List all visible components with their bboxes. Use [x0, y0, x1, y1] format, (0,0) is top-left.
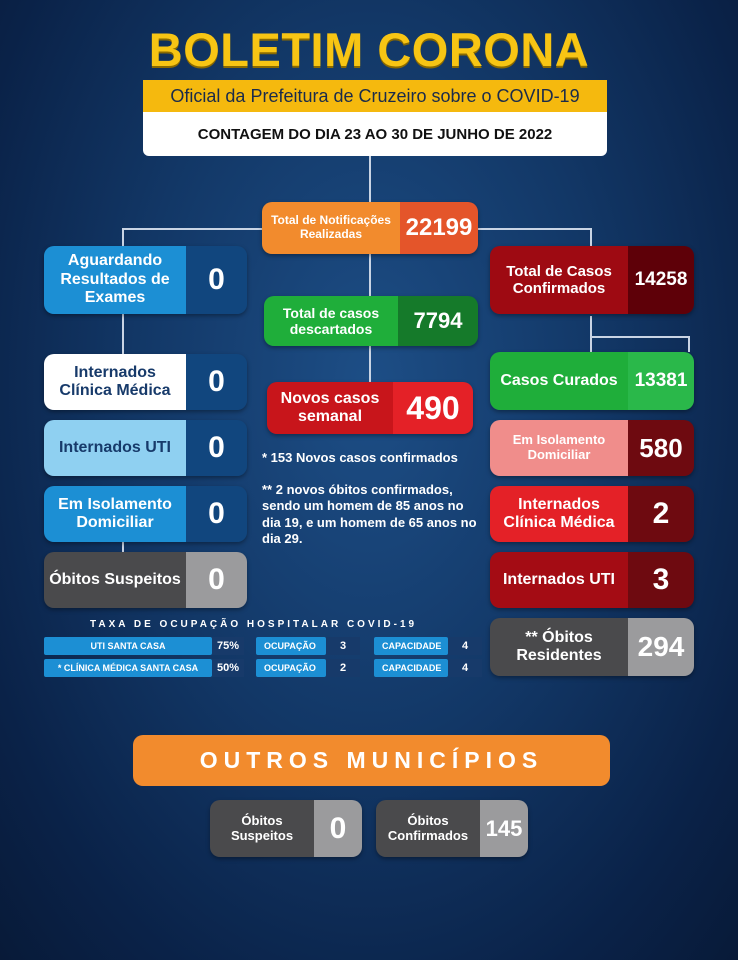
taxa-row — [44, 637, 484, 677]
page-subtitle: Oficial da Prefeitura de Cruzeiro sobre o COVID-19 — [143, 80, 607, 112]
connector-line — [122, 228, 270, 230]
isolamento-right-card — [490, 420, 694, 476]
outros-confirmados-value: 145 — [480, 800, 528, 857]
internados-uti-left-value: 0 — [186, 420, 247, 476]
obitos-residentes-value: 294 — [628, 618, 694, 676]
isolamento-right-label: Em Isolamento Domiciliar — [490, 420, 628, 476]
date-range: CONTAGEM DO DIA 23 AO 30 DE JUNHO DE 2022 — [143, 112, 607, 156]
confirmados-value: 14258 — [628, 246, 694, 314]
page-title: BOLETIM CORONA — [148, 23, 590, 76]
taxa-row-capacidade: 4 — [448, 659, 482, 677]
internados-clinica-right-label: Internados Clínica Médica — [490, 486, 628, 542]
taxa-row-name: UTI SANTA CASA — [44, 637, 212, 655]
connector-line — [470, 228, 590, 230]
taxa-row-ocupacao: 2 — [326, 659, 360, 677]
confirmados-card — [490, 246, 694, 314]
obitos-suspeitos-left-value: 0 — [186, 552, 247, 608]
notificacoes-card — [262, 202, 478, 254]
internados-clinica-left-card — [44, 354, 247, 410]
curados-value: 13381 — [628, 352, 694, 410]
curados-card — [490, 352, 694, 410]
obitos-residentes-label: ** Óbitos Residentes — [490, 618, 628, 676]
novos-label: Novos casos semanal — [267, 382, 393, 434]
outros-confirmados-card — [376, 800, 528, 857]
descartados-card — [264, 296, 478, 346]
internados-clinica-right-value: 2 — [628, 486, 694, 542]
note-novos-confirmados: * 153 Novos casos confirmados — [262, 450, 458, 465]
taxa-row-ocupacao-label: OCUPAÇÃO — [256, 659, 326, 677]
taxa-title: TAXA DE OCUPAÇÃO HOSPITALAR COVID-19 — [90, 619, 418, 630]
novos-card — [267, 382, 473, 434]
descartados-value: 7794 — [398, 296, 478, 346]
taxa-row-ocupacao: 3 — [326, 637, 360, 655]
novos-value: 490 — [393, 382, 473, 434]
connector-line — [590, 228, 592, 246]
confirmados-label: Total de Casos Confirmados — [490, 246, 628, 314]
outros-municipios-banner: OUTROS MUNICÍPIOS — [133, 735, 610, 786]
taxa-row-pct: 75% — [212, 637, 244, 655]
connector-line — [122, 314, 124, 354]
taxa-row-name: * CLÍNICA MÉDICA SANTA CASA — [44, 659, 212, 677]
taxa-row-capacidade-label: CAPACIDADE — [374, 659, 448, 677]
aguardando-card — [44, 246, 247, 314]
connector-line — [590, 316, 592, 352]
connector-line — [369, 344, 371, 382]
internados-clinica-left-value: 0 — [186, 354, 247, 410]
obitos-suspeitos-left-label: Óbitos Suspeitos — [44, 552, 186, 608]
isolamento-left-label: Em Isolamento Domiciliar — [44, 486, 186, 542]
isolamento-left-value: 0 — [186, 486, 247, 542]
internados-uti-right-label: Internados UTI — [490, 552, 628, 608]
internados-clinica-right-card — [490, 486, 694, 542]
outros-suspeitos-value: 0 — [314, 800, 362, 857]
internados-uti-right-card — [490, 552, 694, 608]
outros-confirmados-label: Óbitos Confirmados — [376, 800, 480, 857]
taxa-row-capacidade: 4 — [448, 637, 482, 655]
taxa-row-clinica — [44, 659, 484, 677]
aguardando-value: 0 — [186, 246, 247, 314]
notificacoes-value: 22199 — [400, 202, 478, 254]
taxa-row-ocupacao-label: OCUPAÇÃO — [256, 637, 326, 655]
note-novos-obitos: ** 2 novos óbitos confirmados, sendo um homem de 85 anos no dia 19, e um homem de 65 anos no dia 29. — [262, 482, 477, 546]
notificacoes-label: Total de Notificações Realizadas — [262, 202, 400, 254]
connector-line — [688, 336, 690, 352]
connector-line — [122, 228, 124, 248]
aguardando-label: Aguardando Resultados de Exames — [44, 246, 186, 314]
taxa-row-capacidade-label: CAPACIDADE — [374, 637, 448, 655]
outros-suspeitos-card — [210, 800, 362, 857]
isolamento-right-value: 580 — [628, 420, 694, 476]
internados-uti-left-label: Internados UTI — [44, 420, 186, 476]
connector-line — [369, 252, 371, 296]
internados-uti-left-card — [44, 420, 247, 476]
isolamento-left-card — [44, 486, 247, 542]
internados-uti-right-value: 3 — [628, 552, 694, 608]
curados-label: Casos Curados — [490, 352, 628, 410]
taxa-row-uti — [44, 637, 484, 655]
obitos-suspeitos-left-card — [44, 552, 247, 608]
outros-suspeitos-label: Óbitos Suspeitos — [210, 800, 314, 857]
taxa-row-pct: 50% — [212, 659, 244, 677]
connector-line — [590, 336, 690, 338]
descartados-label: Total de casos descartados — [264, 296, 398, 346]
obitos-residentes-card — [490, 618, 694, 676]
internados-clinica-left-label: Internados Clínica Médica — [44, 354, 186, 410]
